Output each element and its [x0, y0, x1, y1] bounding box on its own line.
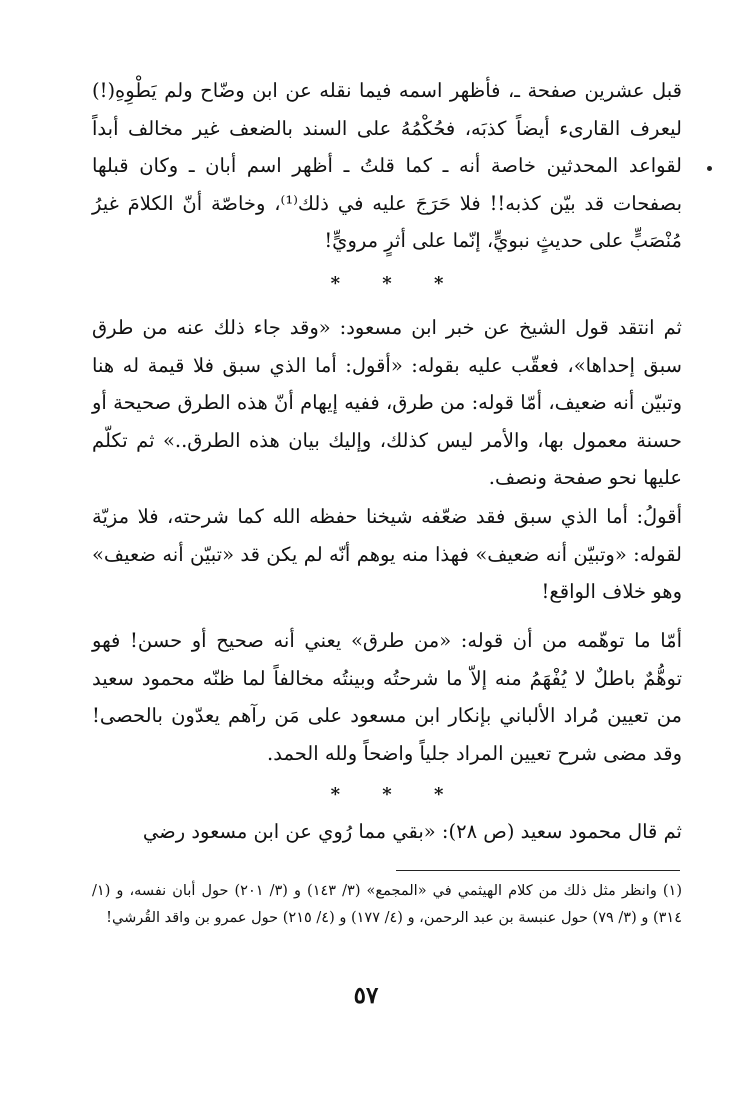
section-separator-1: * * * — [330, 273, 444, 294]
section-separator-2: * * * — [330, 784, 444, 805]
footnote: (١) وانظر مثل ذلك من كلام الهيثمي في «المجمع» (٣/ ١٤٣) و (٣/ ٢٠١) حول أبان نفسه، و (١/ ٣١٤) و (٣/ ٧٩) حول عنبسة بن عبد الرحمن، و (٤/ ١٧٧) و (٤/ ٢١٥) حول عمرو بن واقد القُرشي! — [92, 883, 683, 926]
paragraph-1: قبل عشرين صفحة ـ، فأظهر اسمه فيما نقله عن ابن وضّاح ولم يَطْوِهِ(!) ليعرف القارىء أيضاً كذبَه، فحُكْمُهُ على السند بالضعف غير مخالف أبداً لقواعد المحدثين خاصة أنه ـ كما قلتُ ـ أظهر اسم أبان ـ وكان قبلها بصفحات قد بيّن كذبه!! فلا حَرَجَ عليه في ذلك⁽¹⁾، وخاصّة أنّ الكلامَ غيرُ مُنْصَبٍّ على حديثٍ نبويٍّ، إنّما على أثرٍ مرويٍّ! — [92, 79, 682, 252]
paragraph-4: أمّا ما توهّمه من أن قوله: «من طرق» يعني أنه صحيح أو حسن! فهو توهُّمٌ باطلٌ لا يُفْهَمُ منه إلاّ ما شرحتُه وبينتُه مخالفاً لما ظنّه محمود سعيد من تعيين مُراد الألباني بإنكار ابن مسعود على مَن رآهم يعدّون بالحصى! وقد مضى شرح تعيين المراد جلياً واضحاً ولله الحمد. — [92, 629, 682, 765]
page-number: ٥٧ — [353, 982, 379, 1009]
paragraph-2: ثم انتقد قول الشيخ عن خبر ابن مسعود: «وقد جاء ذلك عنه من طرق سبق إحداها»، فعقّب عليه بقوله: «أقول: أما الذي سبق فلا قيمة له هنا وتبيّن أنه ضعيف، أمّا قوله: من طرق، ففيه إيهام أنّ هذه الطرق صحيحة أو حسنة معمول بها، والأمر ليس كذلك، وإليك بيان هذه الطرق..» ثم تكلّم عليها نحو صفحة ونصف. — [92, 316, 682, 489]
margin-dot-mark — [707, 166, 712, 171]
paragraph-5: ثم قال محمود سعيد (ص ٢٨): «بقي مما رُوي عن ابن مسعود رضي — [142, 820, 682, 843]
footnote-divider — [396, 870, 680, 871]
paragraph-3: أقولُ: أما الذي سبق فقد ضعّفه شيخنا حفظه الله كما شرحته، فلا مزيّة لقوله: «وتبيّن أنه ضعيف» فهذا منه يوهم أنّه لم يكن قد «تبيّن أنه ضعيف» وهو خلاف الواقع! — [92, 505, 682, 603]
